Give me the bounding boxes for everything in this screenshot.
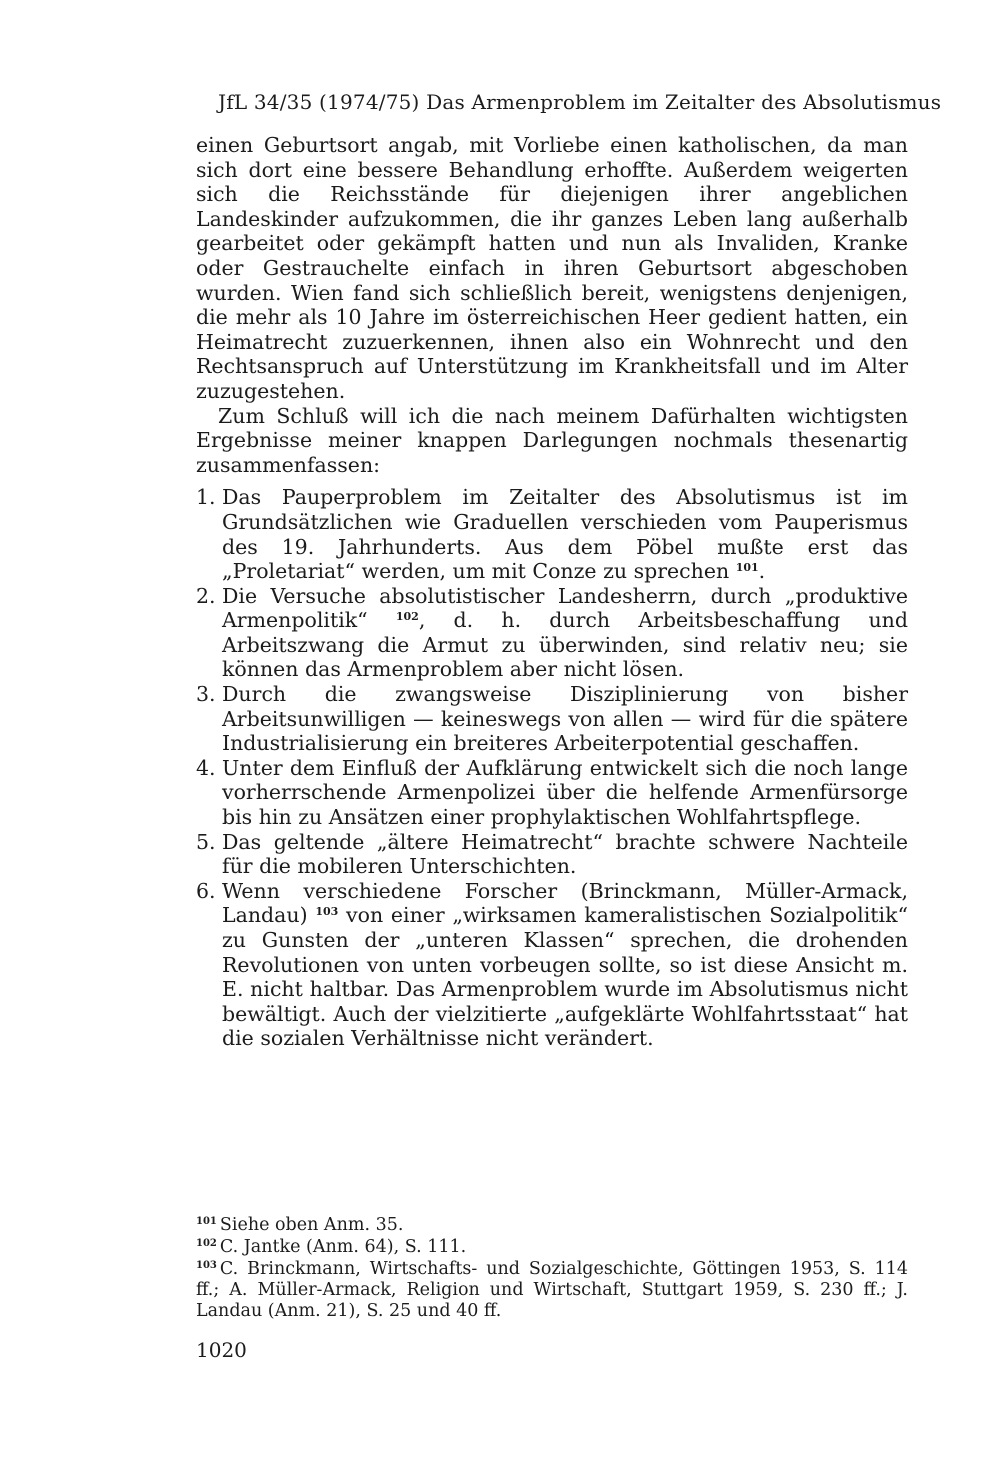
thesis-text: Das Pauperproblem im Zeitalter des Absolutismus ist im Grundsätzlichen wie Graduellen verschieden vom Pauperismus des 19. Jahrhunderts. Aus dem Pöbel mußte erst das „Proletariat“ werden, um mit Conze zu sprechen: [222, 485, 908, 584]
thesis-number: 1.: [196, 485, 216, 510]
thesis-item: [196, 879, 908, 1051]
footnote-number: 102: [196, 1238, 217, 1249]
theses-list: [196, 485, 908, 1051]
paragraph: einen Geburtsort angab, mit Vorliebe einen katholischen, da man sich dort eine bessere Behandlung erhoffte. Außerdem weigerten sich die Reichsstände für diejenigen ihrer angeblichen Landeskinder aufzukommen, die ihr ganzes Leben lang außerhalb gearbeitet oder gekämpft hatten und nun als Invaliden, Kranke oder Gestrauchelte einfach in ihren Geburtsort abgeschoben wurden. Wien fand sich schließlich bereit, wenigstens denjenigen, die mehr als 10 Jahre im österreichischen Heer gedient hatten, ein Heimatrecht zuzuerkennen, ihnen also ein Wohnrecht und den Rechtsanspruch auf Unterstützung im Krankheitsfall und im Alter zuzugestehen.: [196, 133, 908, 403]
footnote: [196, 1237, 908, 1258]
paragraph: Zum Schluß will ich die nach meinem Dafürhalten wichtigsten Ergebnisse meiner knappen Darlegungen nochmals thesenartig zusammenfassen:: [196, 403, 908, 477]
thesis-number: 4.: [196, 755, 216, 780]
thesis-number: 6.: [196, 878, 216, 903]
thesis-number: 3.: [196, 682, 216, 707]
thesis-text: Das geltende „ältere Heimatrecht“ brachte schwere Nachteile für die mobileren Unterschichten.: [222, 829, 908, 879]
footnote-ref[interactable]: 102: [395, 610, 419, 624]
footnote-ref[interactable]: 101: [735, 561, 759, 575]
thesis-number: 5.: [196, 829, 216, 854]
thesis-text: Wenn verschiedene Forscher (Brinckmann, Müller-Armack, Landau): [222, 878, 908, 928]
footnote: [196, 1259, 908, 1322]
thesis-text: Durch die zwangsweise Disziplinierung von bisher Arbeitsunwilligen — keineswegs von allen — wird für die spätere Industrialisierung ein breiteres Arbeiterpotential geschaffen.: [222, 682, 908, 756]
footnote: [196, 1215, 908, 1236]
body-text: [196, 133, 908, 1051]
footnote-number: 103: [196, 1260, 217, 1271]
thesis-text: .: [758, 559, 766, 584]
thesis-item: [196, 485, 908, 583]
thesis-number: 2.: [196, 583, 216, 608]
thesis-text: Unter dem Einfluß der Aufklärung entwickelt sich die noch lange vorherrschende Armenpolizei über die helfende Armenfürsorge bis hin zu Ansätzen einer prophylaktischen Wohlfahrtspflege.: [222, 755, 908, 830]
thesis-item: [196, 830, 908, 879]
footnotes: [196, 1215, 908, 1323]
footnote-text: C. Jantke (Anm. 64), S. 111.: [219, 1237, 467, 1257]
thesis-text: Die Versuche absolutistischer Landesherrn, durch „produktive Armenpolitik“: [222, 583, 908, 633]
thesis-text: , d. h. durch Arbeitsbeschaffung und Arbeitszwang die Armut zu überwinden, sind relativ neu; sie können das Armenproblem aber nicht lösen.: [222, 608, 908, 682]
thesis-item: [196, 682, 908, 756]
footnote-number: 101: [196, 1216, 217, 1227]
thesis-item: [196, 756, 908, 830]
footnote-ref[interactable]: 103: [315, 905, 339, 919]
footnote-text: Siehe oben Anm. 35.: [219, 1215, 404, 1235]
thesis-item: [196, 584, 908, 682]
page-number: 1020: [196, 1338, 247, 1362]
running-header: JfL 34/35 (1974/75) Das Armenproblem im Zeitalter des Absolutismus: [218, 90, 942, 114]
footnote-text: C. Brinckmann, Wirtschafts- und Sozialgeschichte, Göttingen 1953, S. 114 ff.; A. Müller-Armack, Religion und Wirtschaft, Stuttgart 1959, S. 230 ff.; J. Landau (Anm. 21), S. 25 und 40 ff.: [196, 1259, 908, 1321]
thesis-text: von einer „wirksamen kameralistischen Sozialpolitik“ zu Gunsten der „unteren Klassen“ sprechen, die drohenden Revolutionen von unten vorbeugen sollte, so ist diese Ansicht m. E. nicht haltbar. Das Armenproblem wurde im Absolutismus nicht bewältigt. Auch der vielzitierte „aufgeklärte Wohlfahrtsstaat“ hat die sozialen Verhältnisse nicht verändert.: [222, 903, 908, 1051]
